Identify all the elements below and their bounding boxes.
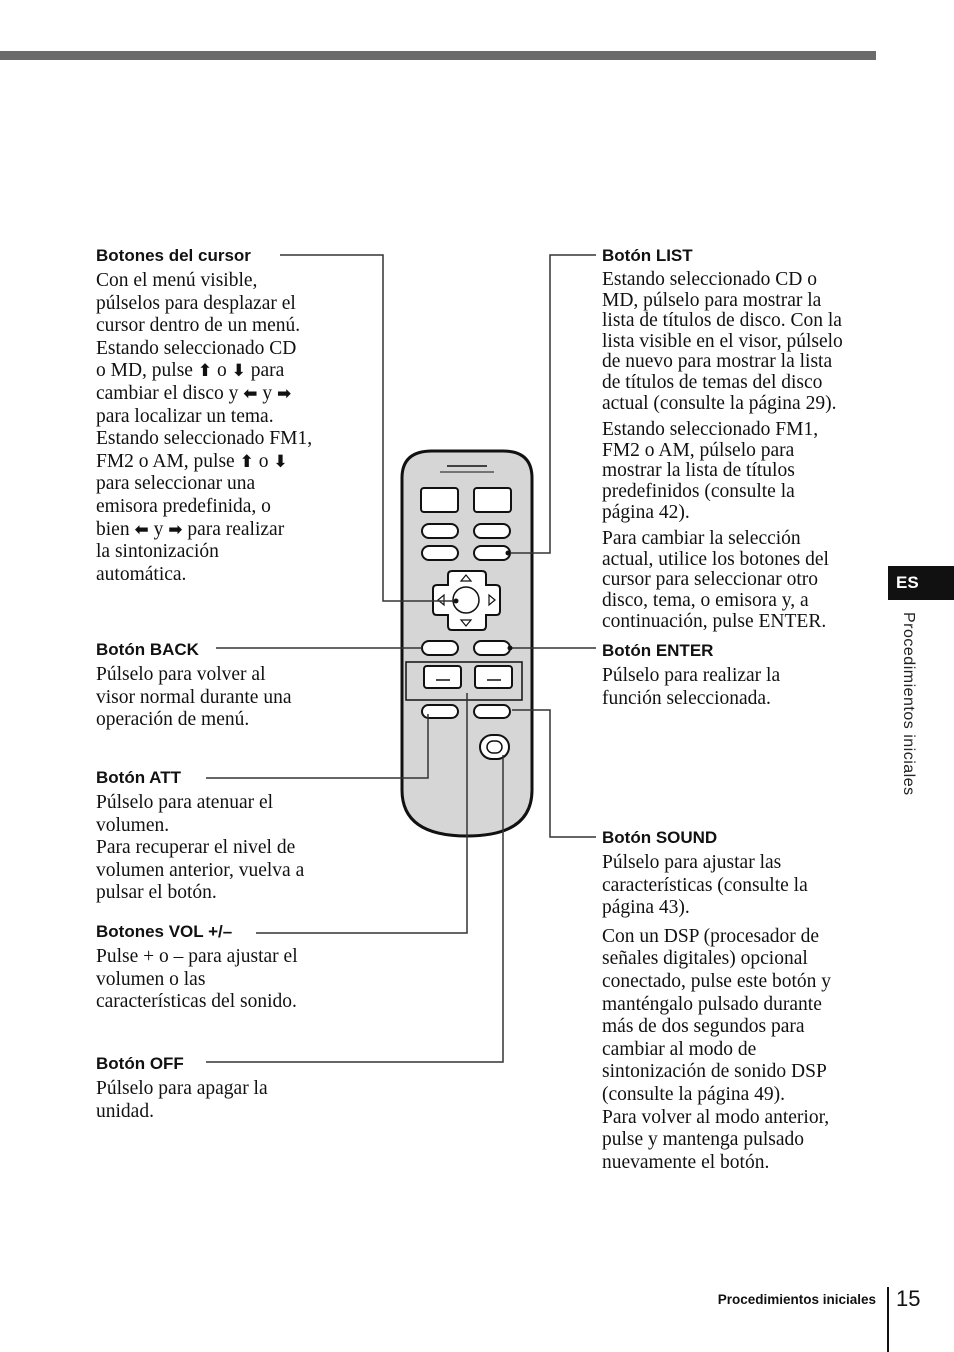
arrow-up-icon: ⬆ xyxy=(239,451,254,472)
list-button-description xyxy=(602,270,880,632)
text-line: unidad. xyxy=(96,1100,154,1122)
language-tab: ES xyxy=(888,566,954,600)
text-line: Estando seleccionado CD o xyxy=(602,269,817,290)
text-fragment: y xyxy=(153,518,164,540)
text-line: función seleccionada. xyxy=(602,687,771,709)
text-line: Estando seleccionado FM1, xyxy=(96,428,313,450)
text-line: (consulte la página 49). xyxy=(602,1083,786,1105)
off-button-description xyxy=(96,1078,386,1123)
text-line: manténgalo pulsado durante xyxy=(602,993,822,1015)
text-line: lista de títulos de disco. Con la xyxy=(602,310,842,332)
text-line: página 43). xyxy=(602,897,690,919)
enter-button-heading: Botón ENTER xyxy=(602,641,714,660)
text-line: señales digitales) opcional xyxy=(602,948,808,970)
text-fragment: o xyxy=(216,360,227,382)
text-line: nuevamente el botón. xyxy=(602,1151,770,1173)
cursor-buttons-heading: Botones del cursor xyxy=(96,246,251,265)
sound-button-section xyxy=(602,828,880,1174)
text-line: sintonización de sonido DSP xyxy=(602,1061,827,1083)
back-button-section xyxy=(96,640,386,732)
enter-button-description xyxy=(602,665,880,710)
text-line: características del sonido. xyxy=(96,991,297,1013)
section-side-label: Procedimientos iniciales xyxy=(900,612,917,796)
text-fragment: o MD, pulse xyxy=(96,360,193,382)
text-line: predefinidos (consulte la xyxy=(602,480,795,502)
list-button-section xyxy=(602,246,880,632)
text-line: mostrar la lista de títulos xyxy=(602,460,795,482)
text-line: Para recuperar el nivel de xyxy=(96,837,296,859)
back-button-heading: Botón BACK xyxy=(96,640,199,659)
text-fragment: bien xyxy=(96,518,130,540)
enter-button-section xyxy=(602,641,880,710)
text-line: cambiar al modo de xyxy=(602,1038,757,1060)
text-fragment: y xyxy=(262,382,273,404)
text-line: volumen o las xyxy=(96,968,206,990)
text-line: actual, utilice los botones del xyxy=(602,548,829,570)
text-fragment: para realizar xyxy=(187,518,285,540)
text-line: Púlselo para apagar la xyxy=(96,1078,268,1099)
text-line: emisora predefinida, o xyxy=(96,495,271,517)
sound-button-description xyxy=(602,852,880,1174)
text-line: conectado, pulse este botón y xyxy=(602,970,832,992)
arrow-right-icon: ➡ xyxy=(168,519,183,540)
text-line: Pulse + o – para ajustar el xyxy=(96,946,298,967)
text-line: lista visible en el visor, púlselo xyxy=(602,330,843,352)
arrow-right-icon: ➡ xyxy=(277,383,292,404)
text-line: visor normal durante una xyxy=(96,686,292,708)
text-line: Con un DSP (procesador de xyxy=(602,925,819,947)
footer-section-title: Procedimientos iniciales xyxy=(717,1292,876,1307)
text-line xyxy=(96,383,386,406)
paragraph xyxy=(602,529,880,632)
text-line: Para cambiar la selección xyxy=(602,528,801,550)
text-line: más de dos segundos para xyxy=(602,1016,805,1038)
back-button-description xyxy=(96,664,386,732)
text-fragment: FM2 o AM, pulse xyxy=(96,450,235,472)
vol-buttons-description xyxy=(96,946,386,1014)
paragraph xyxy=(602,926,880,1175)
off-button-heading: Botón OFF xyxy=(96,1054,184,1073)
page-number: 15 xyxy=(896,1286,921,1311)
text-line: cursor dentro de un menú. xyxy=(96,315,301,337)
arrow-down-icon: ⬇ xyxy=(231,361,246,382)
text-fragment: cambiar el disco y xyxy=(96,382,239,404)
text-line: pulsar el botón. xyxy=(96,882,217,904)
vol-buttons-section xyxy=(96,922,386,1014)
text-line: continuación, pulse ENTER. xyxy=(602,610,827,632)
text-fragment: o xyxy=(258,450,269,472)
arrow-down-icon: ⬇ xyxy=(273,451,288,472)
cursor-buttons-description xyxy=(96,270,386,586)
text-line: para seleccionar una xyxy=(96,473,256,495)
footer-divider xyxy=(887,1287,889,1352)
arrow-left-icon: ⬅ xyxy=(243,383,258,404)
cursor-buttons-section xyxy=(96,246,386,586)
text-line: características (consulte la xyxy=(602,874,808,896)
text-line: Con el menú visible, xyxy=(96,270,258,291)
text-line: Púlselo para realizar la xyxy=(602,665,781,686)
text-line: púlselos para desplazar el xyxy=(96,292,296,314)
text-line xyxy=(96,451,386,474)
text-line: volumen anterior, vuelva a xyxy=(96,859,305,881)
text-line: operación de menú. xyxy=(96,709,250,731)
text-line: cursor para seleccionar otro xyxy=(602,569,819,591)
text-line: de títulos de temas del disco xyxy=(602,371,823,393)
att-button-section xyxy=(96,768,386,905)
att-button-heading: Botón ATT xyxy=(96,768,181,787)
text-line: la sintonización xyxy=(96,541,219,563)
paragraph xyxy=(602,270,880,414)
text-line: disco, tema, o emisora y, a xyxy=(602,589,809,611)
text-line: volumen. xyxy=(96,814,170,836)
text-line: FM2 o AM, púlselo para xyxy=(602,439,795,461)
paragraph xyxy=(602,420,880,523)
text-line: Para volver al modo anterior, xyxy=(602,1106,830,1128)
text-line: Púlselo para volver al xyxy=(96,664,266,685)
text-line: automática. xyxy=(96,563,187,585)
text-line: pulse y mantenga pulsado xyxy=(602,1129,804,1151)
text-line: Estando seleccionado FM1, xyxy=(602,419,819,441)
text-fragment: para xyxy=(250,360,285,382)
vol-buttons-heading: Botones VOL +/– xyxy=(96,922,233,941)
text-line: Púlselo para atenuar el xyxy=(96,792,274,813)
off-button-section xyxy=(96,1054,386,1123)
arrow-up-icon: ⬆ xyxy=(197,361,213,382)
list-button-heading: Botón LIST xyxy=(602,246,693,265)
paragraph xyxy=(602,852,880,920)
text-line: de nuevo para mostrar la lista xyxy=(602,351,833,373)
text-line xyxy=(96,360,386,383)
text-line: Púlselo para ajustar las xyxy=(602,852,782,873)
att-button-description xyxy=(96,792,386,905)
sound-button-heading: Botón SOUND xyxy=(602,828,718,847)
text-line: página 42). xyxy=(602,501,690,523)
text-line: Estando seleccionado CD xyxy=(96,337,297,359)
arrow-left-icon: ⬅ xyxy=(134,519,149,540)
text-line xyxy=(96,519,386,542)
text-line: MD, púlselo para mostrar la xyxy=(602,289,822,311)
text-line: actual (consulte la página 29). xyxy=(602,392,837,414)
text-line: para localizar un tema. xyxy=(96,405,274,427)
